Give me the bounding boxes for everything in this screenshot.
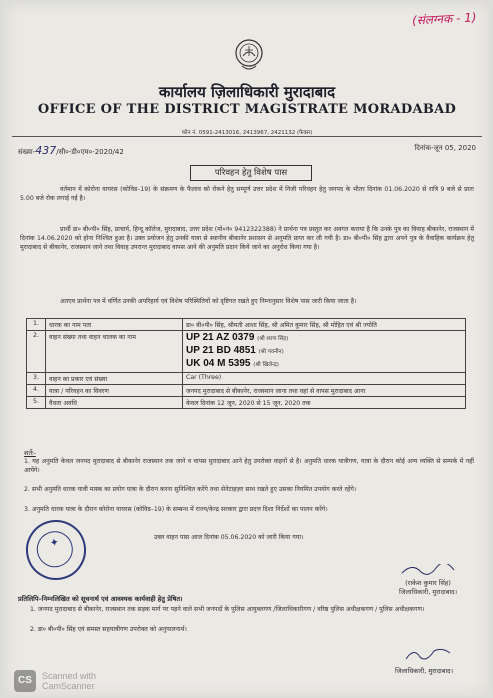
row-value: डा० बी०पी० सिंह, श्रीमती आशा सिंह, श्री अमित कुमार सिंह, श्री मोहित एवं श्री ज्योति (183, 319, 466, 331)
signature-block (378, 564, 478, 597)
copy-heading: प्रतिलिपि–निम्नलिखित को सूचनार्थ एवं आवश्यक कार्यवाही हेतु प्रेषित। (18, 595, 183, 603)
copy-item-1: 1. जनपद मुरादाबाद से बीकानेर, राजस्थान तक सड़क मार्ग पर पड़ने वाले सभी जनपदों के पुलिस आयुक्तगण /जिलाधिकारीगण / वरिष्ठ पुलिस अधीक्षकगण / पुलिस अधीक्षकगण। (30, 606, 425, 613)
table-row (27, 397, 466, 409)
reference-date: दिनांक-जून 05, 2020 (414, 144, 476, 152)
issue-line: उक्त वाहन पास आज दिनांक 05.06.2020 को जारी किया गया। (154, 534, 304, 541)
ref-number-handwritten: 437 (35, 144, 57, 157)
vehicle-plate: UP 21 AZ 0379 (186, 332, 255, 343)
watermark-text (42, 671, 96, 691)
condition-3: 3. अनुमति धारक यात्रा के दौरान कोरोना वायरस (कोविड–19) के सम्बन्ध में राज्य/केन्द्र सरकार द्वारा प्रदत्त दिशा निर्देशों का पालन करेंगे। (24, 506, 328, 513)
pass-title: परिवहन हेतु विशेष पास (190, 165, 312, 181)
row-value: जनपद मुरादाबाद से बीकानेर, राजस्थान जाना तथा वहां से वापस मुरादाबाद आना (183, 385, 466, 397)
ref-suffix: /सी०-डी०एम०-2020/42 (56, 148, 124, 156)
row-number: 1. (27, 319, 46, 331)
vehicle-driver: (श्री शरण सिंह) (257, 336, 289, 342)
row-value: Car (Three) (183, 373, 466, 385)
vehicle-entry (186, 358, 462, 371)
seal-emblem-icon: ✦ (48, 535, 61, 550)
table-row (27, 319, 466, 331)
row-label: यात्रा / परिवहन का विवरण (46, 385, 183, 397)
condition-2: 2. सभी अनुमति धारक यात्री मास्क का प्रयोग यात्रा के दौरान करना सुनिश्चित करेंगे तथा सेनेटाइज़र साथ रखते हुए उसका नियमित उपयोग करते रहेंगे। (24, 486, 357, 493)
vehicle-entry (186, 345, 462, 358)
handwritten-annotation: (संलग्नक - 1) (411, 10, 477, 28)
reference-line (18, 142, 476, 156)
row-number: 4. (27, 385, 46, 397)
row-number: 3. (27, 373, 46, 385)
header-divider (12, 136, 482, 137)
office-title-hindi: कार्यालय ज़िलाधिकारी मुरादाबाद (158, 83, 336, 101)
table-row (27, 331, 466, 373)
copy-item-2: 2. डा० बी०पी० सिंह एवं समस्त सहयात्रीगण उपरोक्त को अनुपालनार्थ। (30, 626, 187, 633)
signatory-designation: जिलाधिकारी, मुरादाबाद। (398, 588, 458, 596)
vehicle-plate: UP 21 BD 4851 (186, 345, 256, 356)
watermark-line2: CamScanner (42, 681, 95, 691)
conditions-heading: शर्तेः- (24, 449, 36, 457)
paragraph-1: वर्तमान में कोरोना वायरस (कोविड–19) के संक्रमण के फैलाव को रोकने हेतु सम्पूर्ण उत्तर प्रदेश में निजी परिवहन हेतु जनपद के भीतर दिनांक 01.06.2020 से रात्रि 9 बजे से प्रातः 5.00 बजे रोक लगाई गई है। (20, 186, 474, 202)
row-value: केवल दिनांक 12 जून, 2020 से 15 जून, 2020 तक (183, 397, 466, 409)
signatory-name: (राकेश कुमार सिंह) (405, 579, 451, 587)
signature-scribble-icon (404, 647, 452, 663)
office-title-english: OFFICE OF THE DISTRICT MAGISTRATE MORADABAD (37, 102, 457, 117)
signature-scribble-icon (398, 564, 458, 576)
vehicle-plate: UK 04 M 5395 (186, 358, 251, 369)
ref-prefix: संख्या- (18, 148, 36, 156)
paragraph-2: प्रार्थी डा० बी०पी० सिंह, प्राचार्य, हिन्दू कॉलेज, मुरादाबाद, उत्तर प्रदेश (मो०नं० 9412322388) ने प्रार्थना पत्र प्रस्तुत कर अवगत कराया है कि उनके पुत्र का विवाह बीकानेर, राजस्थान में दिनांक 14.06.2020 को होना निश्चित हुआ है। उक्त प्रयोजन हेतु उनकी यात्रा से स्थानीय बीकानेर प्रशासन से अनुमति प्राप्त कर ली गयी है। डा० बी०पी० सिंह द्वारा अपने पुत्र के वैवाहिक कार्यक्रम हेतु मुरादाबाद से बीकानेर, राजस्थान जाने तथा विवाह उपरान्त मुरादाबाद वापस आने की अनुमति प्रदान किये जाने का अनुरोध किया गया है। (20, 226, 474, 251)
condition-1: 1. यह अनुमति केवल जनपद मुरादाबाद से बीकानेर राजस्थान तक जाने व वापस मुरादाबाद आने हेतु उपरोक्त वाहनों से है। अनुमति धारक यात्रीगण, यात्रा के दौरान कोई अन्य व्यक्ति से सम्पर्क में नहीं आयेंगे। (24, 458, 474, 474)
camscanner-logo-icon: CS (14, 670, 36, 692)
office-seal-stamp (20, 514, 91, 585)
vehicle-list (183, 331, 466, 373)
row-number: 5. (27, 397, 46, 409)
vehicle-entry (186, 332, 462, 345)
contact-line: फोन नं. 0591-2413016, 2413967, 2421132 (फैक्स) (181, 130, 313, 136)
pass-details-table (26, 318, 466, 409)
camscanner-watermark (14, 670, 164, 696)
paragraph-3: अतएव प्रार्थना पत्र में वर्णित उनकी अपरिहार्य एवं विशेष परिस्थितियों को दृष्टिगत रखते हुए निम्नानुसार विशेष पास जारी किया जाता है। (60, 298, 357, 305)
row-label: वाहन का प्रकार एवं संख्या (46, 373, 183, 385)
document-page (4, 2, 490, 696)
row-label: वाहन संख्या तथा वाहन चालक का नाम (46, 331, 183, 373)
final-signatory-designation: जिलाधिकारी, मुरादाबाद। (394, 667, 454, 675)
table-row (27, 373, 466, 385)
row-number: 2. (27, 331, 46, 373)
up-govt-emblem-icon (234, 38, 264, 74)
reference-number (18, 144, 124, 157)
row-label: धारक का नाम पता (46, 319, 183, 331)
table-row (27, 385, 466, 397)
vehicle-driver: (श्री पवनीन) (258, 349, 284, 355)
vehicle-driver: (श्री खिलेन्द्र) (253, 362, 279, 368)
row-label: वैधता अवधि (46, 397, 183, 409)
watermark-line1: Scanned with (42, 671, 97, 681)
